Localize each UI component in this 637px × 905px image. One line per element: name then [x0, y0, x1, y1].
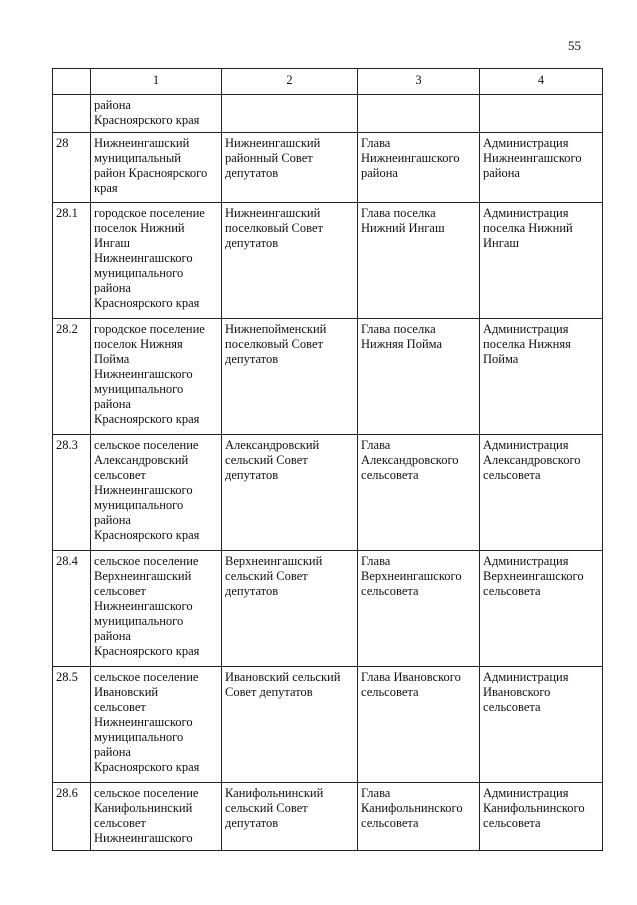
row-number: 28.3 [53, 435, 91, 551]
territory-cell: городское поселение поселок Нижний Ингаш Нижнеингашского муниципального района Красноярского края [91, 203, 222, 319]
table-row [53, 435, 603, 551]
row-number: 28 [53, 133, 91, 203]
territory-cell: сельское поселение Верхнеингашский сельсовет Нижнеингашского муниципального района Красноярского края [91, 551, 222, 667]
table-row [53, 95, 603, 133]
territory-cell: района Красноярского края [91, 95, 222, 133]
row-number: 28.1 [53, 203, 91, 319]
council-cell: Канифольнинский сельский Совет депутатов [222, 783, 358, 851]
admin-cell: Администрация Верхнеингашского сельсовета [480, 551, 603, 667]
council-cell: Верхнеингашский сельский Совет депутатов [222, 551, 358, 667]
head-cell: Глава Ивановского сельсовета [358, 667, 480, 783]
admin-cell: Администрация Александровского сельсовета [480, 435, 603, 551]
row-number: 28.2 [53, 319, 91, 435]
territory-cell: сельское поселение Ивановский сельсовет Нижнеингашского муниципального района Красноярского края [91, 667, 222, 783]
row-number: 28.6 [53, 783, 91, 851]
table-row [53, 667, 603, 783]
row-number [53, 95, 91, 133]
row-number: 28.4 [53, 551, 91, 667]
table-row [53, 133, 603, 203]
territory-cell: сельское поселение Канифольнинский сельсовет Нижнеингашского [91, 783, 222, 851]
page-number: 55 [568, 38, 581, 53]
territory-cell: Нижнеингашский муниципальный район Красноярского края [91, 133, 222, 203]
header-col-1: 1 [91, 69, 222, 95]
admin-cell: Администрация Нижнеингашского района [480, 133, 603, 203]
head-cell: Глава Нижнеингашского района [358, 133, 480, 203]
header-col-2: 2 [222, 69, 358, 95]
head-cell: Глава поселка Нижний Ингаш [358, 203, 480, 319]
head-cell: Глава Верхнеингашского сельсовета [358, 551, 480, 667]
council-cell: Нижнеингашский поселковый Совет депутатов [222, 203, 358, 319]
table-row [53, 203, 603, 319]
table-row [53, 319, 603, 435]
territory-cell: сельское поселение Александровский сельсовет Нижнеингашского муниципального района Красноярского края [91, 435, 222, 551]
council-cell: Ивановский сельский Совет депутатов [222, 667, 358, 783]
head-cell [358, 95, 480, 133]
council-cell: Александровский сельский Совет депутатов [222, 435, 358, 551]
admin-cell: Администрация поселка Нижняя Пойма [480, 319, 603, 435]
admin-cell: Администрация поселка Нижний Ингаш [480, 203, 603, 319]
admin-cell [480, 95, 603, 133]
admin-cell: Администрация Канифольнинского сельсовета [480, 783, 603, 851]
header-col-3: 3 [358, 69, 480, 95]
header-col-4: 4 [480, 69, 603, 95]
head-cell: Глава Александровского сельсовета [358, 435, 480, 551]
head-cell: Глава Канифольнинского сельсовета [358, 783, 480, 851]
head-cell: Глава поселка Нижняя Пойма [358, 319, 480, 435]
council-cell [222, 95, 358, 133]
admin-cell: Администрация Ивановского сельсовета [480, 667, 603, 783]
table-header-row [53, 69, 603, 95]
table-row [53, 783, 603, 851]
council-cell: Нижнепойменский поселковый Совет депутатов [222, 319, 358, 435]
table-row [53, 551, 603, 667]
territory-cell: городское поселение поселок Нижняя Пойма Нижнеингашского муниципального района Красноярского края [91, 319, 222, 435]
header-num [53, 69, 91, 95]
governance-table [52, 68, 603, 851]
council-cell: Нижнеингашский районный Совет депутатов [222, 133, 358, 203]
row-number: 28.5 [53, 667, 91, 783]
